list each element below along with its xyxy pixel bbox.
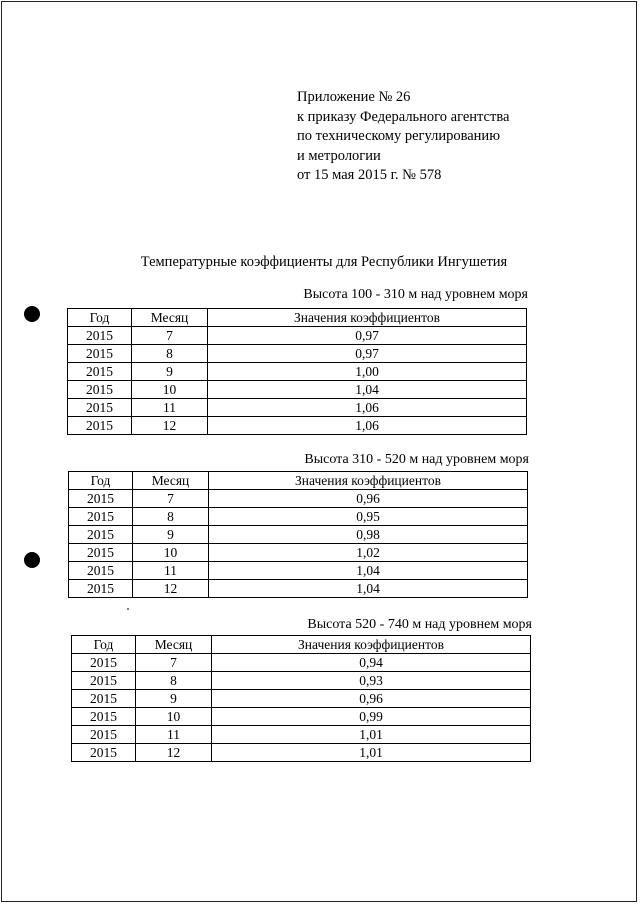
table-row bbox=[68, 399, 527, 417]
column-header-value: Значения коэффициентов bbox=[212, 636, 531, 654]
cell-value: 0,95 bbox=[209, 508, 528, 526]
cell-year: 2015 bbox=[69, 526, 133, 544]
height-section-2 bbox=[68, 452, 529, 602]
column-header-year: Год bbox=[69, 472, 133, 490]
cell-month: 10 bbox=[132, 381, 208, 399]
table-row bbox=[72, 654, 531, 672]
column-header-year: Год bbox=[68, 309, 132, 327]
coefficient-table bbox=[68, 471, 528, 598]
cell-year: 2015 bbox=[68, 417, 132, 435]
cell-year: 2015 bbox=[68, 345, 132, 363]
table-row bbox=[69, 562, 528, 580]
cell-year: 2015 bbox=[68, 381, 132, 399]
cell-value: 0,97 bbox=[208, 327, 527, 345]
cell-year: 2015 bbox=[68, 363, 132, 381]
table-row bbox=[69, 508, 528, 526]
cell-month: 11 bbox=[136, 726, 212, 744]
punch-hole bbox=[24, 306, 40, 322]
height-section-1 bbox=[67, 287, 528, 437]
coefficient-table bbox=[67, 308, 527, 435]
cell-year: 2015 bbox=[68, 399, 132, 417]
header-line: и метрологии bbox=[297, 147, 381, 164]
cell-month: 9 bbox=[132, 363, 208, 381]
cell-value: 1,04 bbox=[208, 381, 527, 399]
cell-year: 2015 bbox=[69, 580, 133, 598]
cell-month: 9 bbox=[136, 690, 212, 708]
cell-value: 1,04 bbox=[209, 562, 528, 580]
header-line: от 15 мая 2015 г. № 578 bbox=[297, 167, 442, 183]
cell-month: 11 bbox=[133, 562, 209, 580]
cell-year: 2015 bbox=[69, 508, 133, 526]
column-header-value: Значения коэффициентов bbox=[209, 472, 528, 490]
cell-month: 9 bbox=[133, 526, 209, 544]
cell-month: 12 bbox=[132, 417, 208, 435]
table-row bbox=[69, 490, 528, 508]
table-row bbox=[72, 726, 531, 744]
height-label: Высота 520 - 740 м над уровнем моря bbox=[307, 617, 532, 632]
cell-year: 2015 bbox=[72, 690, 136, 708]
cell-year: 2015 bbox=[72, 744, 136, 762]
cell-year: 2015 bbox=[72, 672, 136, 690]
cell-year: 2015 bbox=[69, 490, 133, 508]
column-header-value: Значения коэффициентов bbox=[208, 309, 527, 327]
table-row bbox=[68, 345, 527, 363]
table-row bbox=[72, 672, 531, 690]
cell-year: 2015 bbox=[72, 708, 136, 726]
table-row bbox=[68, 363, 527, 381]
cell-month: 8 bbox=[132, 345, 208, 363]
cell-year: 2015 bbox=[69, 562, 133, 580]
table-header-row bbox=[72, 636, 531, 654]
cell-value: 1,06 bbox=[208, 417, 527, 435]
appendix-header bbox=[297, 88, 509, 186]
header-line: по техническому регулированию bbox=[297, 128, 501, 144]
height-label: Высота 100 - 310 м над уровнем моря bbox=[303, 287, 528, 302]
cell-month: 11 bbox=[132, 399, 208, 417]
table-header-row bbox=[69, 472, 528, 490]
cell-value: 1,01 bbox=[212, 744, 531, 762]
table-row bbox=[72, 690, 531, 708]
cell-month: 10 bbox=[133, 544, 209, 562]
table-row bbox=[72, 744, 531, 762]
height-section-3 bbox=[71, 617, 532, 767]
table-row bbox=[68, 327, 527, 345]
cell-month: 8 bbox=[136, 672, 212, 690]
table-row bbox=[69, 544, 528, 562]
cell-value: 0,97 bbox=[208, 345, 527, 363]
column-header-month: Месяц bbox=[132, 309, 208, 327]
document-title: Температурные коэффициенты для Республики Ингушетия bbox=[140, 254, 508, 270]
punch-hole bbox=[24, 552, 40, 568]
coefficient-table bbox=[71, 635, 531, 762]
cell-year: 2015 bbox=[72, 654, 136, 672]
table-header-row bbox=[68, 309, 527, 327]
column-header-month: Месяц bbox=[133, 472, 209, 490]
cell-value: 1,00 bbox=[208, 363, 527, 381]
cell-value: 1,06 bbox=[208, 399, 527, 417]
column-header-year: Год bbox=[72, 636, 136, 654]
cell-month: 12 bbox=[133, 580, 209, 598]
cell-month: 8 bbox=[133, 508, 209, 526]
header-line: к приказу Федерального агентства bbox=[297, 108, 510, 125]
cell-value: 0,93 bbox=[212, 672, 531, 690]
cell-value: 0,96 bbox=[209, 490, 528, 508]
column-header-month: Месяц bbox=[136, 636, 212, 654]
table-row bbox=[69, 580, 528, 598]
cell-value: 0,99 bbox=[212, 708, 531, 726]
table-row bbox=[72, 708, 531, 726]
cell-value: 1,02 bbox=[209, 544, 528, 562]
table-row bbox=[68, 417, 527, 435]
cell-value: 0,96 bbox=[212, 690, 531, 708]
table-row bbox=[68, 381, 527, 399]
header-line: Приложение № 26 bbox=[297, 89, 411, 105]
cell-month: 12 bbox=[136, 744, 212, 762]
table-row bbox=[69, 526, 528, 544]
cell-year: 2015 bbox=[68, 327, 132, 345]
cell-value: 1,01 bbox=[212, 726, 531, 744]
cell-year: 2015 bbox=[69, 544, 133, 562]
cell-value: 1,04 bbox=[209, 580, 528, 598]
scan-speck bbox=[127, 608, 129, 610]
cell-value: 0,98 bbox=[209, 526, 528, 544]
cell-month: 10 bbox=[136, 708, 212, 726]
cell-month: 7 bbox=[136, 654, 212, 672]
height-label: Высота 310 - 520 м над уровнем моря bbox=[304, 452, 529, 467]
cell-month: 7 bbox=[132, 327, 208, 345]
cell-month: 7 bbox=[133, 490, 209, 508]
cell-year: 2015 bbox=[72, 726, 136, 744]
cell-value: 0,94 bbox=[212, 654, 531, 672]
